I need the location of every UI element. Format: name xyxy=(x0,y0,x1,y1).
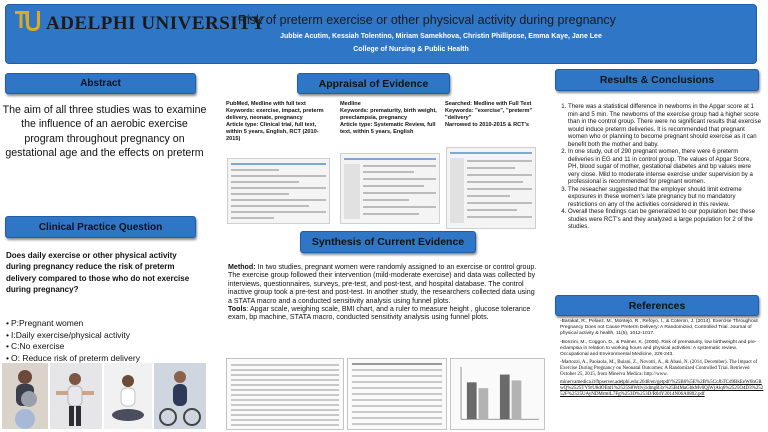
tools-text: : Apgar scale, weighing scale, BMI chart, and a ruler to measure height , glucose tolerance exam, bp machine, STATA macro, conducted sensitivity analysis using funnel plots. xyxy=(228,305,531,322)
method-label: Method: xyxy=(228,263,256,271)
appraisal-column-3: Searched: Medline with Full Text Keywords: "exercise", "preterm" "delivery" Narrowed to 2010-2015 & RCT's xyxy=(445,101,533,129)
reference-item: -Bonzini, M., Coggon, D., & Palmer, K. (2006). Risk of prematurity, low birthweight and pre-eclampsia in relation to working hours and physical activities: A systematic review. Occupational and Environmental Medicine, 226-243. xyxy=(560,339,757,358)
references-heading-label: References xyxy=(628,299,686,312)
result-item: 2. In one study, out of 290 pregnant women, there were 6 preterm deliveries in EG and 11 in control group. The values of Apgar Score, PH, blood sugar of mother, gestational diabetes and bp values were very close. Mild to moderate intense exercise under supervision by a professional is recommended for pregnant women. xyxy=(568,148,762,186)
reference-item: -Barakat, R., Pelaez, M., Montejo, R., Refoyo, I., & Coteron, J. (2014). Exercise Throughout Pregnancy Does not Cause Preterm Delivery: A Randomized, Controlled Trial. Journal of physical activity & health, 11(5), 1012-1017. xyxy=(560,319,758,337)
method-paragraph xyxy=(228,263,538,322)
cpq-heading-label: Clinical Practice Question xyxy=(38,221,163,233)
reference-item: -Martozzi, A., Paoiaola, M., Buiani, Z., Novotri, A., & Abasi, N. (2014, December). The Impact of Exercise During Pregnancy on Neonatal Outcomes: A Randomized Controlled Trial. Retrieved October 25, 2015, from Minerva Medica: http://www. xyxy=(560,360,758,378)
method-text: In two studies, pregnant women were randomly assigned to an exercise or control group. The exercise group followed their intervention (mild-moderate exercise) and data was collected by interviews, questionnaires, surveys, pre-test, and post-test, and hospital database. The control inactive group took a pre-test and post-test. In another study, the researchers collected data using a STATA macro and a conducted sensitivity analysis using funnel plots. xyxy=(228,263,537,305)
study-bar-chart-image xyxy=(450,358,545,430)
synthesis-heading-label: Synthesis of Current Evidence xyxy=(311,236,465,248)
pregnant-woman-bike-photo xyxy=(154,363,206,429)
results-heading xyxy=(555,69,759,91)
appraisal-column-2: Medline Keywords: prematurity, birth weight, preeclampsia, pregnancy Article type: Systematic Review, full text, within 5 years, English xyxy=(340,101,437,136)
references-list xyxy=(560,319,764,400)
medline-search-screenshot xyxy=(340,153,440,224)
appraisal-heading-label: Appraisal of Evidence xyxy=(318,77,429,90)
references-heading xyxy=(555,295,759,316)
picot-item: • I:Daily exercise/physical activity xyxy=(6,330,201,342)
result-item: 1. There was a statistical difference in newborns in the Apgar score at 1 min and 5 min. The newborns of the exercise group had a higher score than in the control group. There were no significant results that exercise would induce preterm deliveries. It is recommended that pregnant women who or planning to become pregnant should exercise as it can benefit both the mother and baby. xyxy=(568,103,762,148)
study-table-image-1 xyxy=(226,358,344,430)
appraisal-column-1: PubMed, Medline with full text Keywords: exercise, impact, preterm delivery, neonate, pregnancy Article type: Clinical trial, full text, within 5 years, English, RCT (2010-2015) xyxy=(226,101,324,143)
tools-label: Tools xyxy=(228,305,247,314)
synthesis-heading xyxy=(300,231,476,253)
clinical-question: Does daily exercise or other physical activity during pregnancy reduce the risk of preterm delivery compared to those who do not exercise during pregnancy? xyxy=(6,251,190,295)
university-name: ADELPHI UNIVERSITY xyxy=(46,13,266,34)
picot-item: • P:Pregnant women xyxy=(6,318,201,330)
author-list: Jubbie Acutim, Kessiah Tolentino, Miriam Samekhova, Christin Phillipose, Emma Kaye, Jane Lee xyxy=(280,33,602,40)
results-list xyxy=(552,103,762,231)
study-table-image-2 xyxy=(347,358,447,430)
abstract-text: The aim of all three studies was to examine the influence of an aerobic exercise program throughout pregnancy on gestational age and the effects on preterm xyxy=(2,104,207,160)
pregnant-woman-ball-photo xyxy=(2,363,48,429)
result-item: 3. The reseacher suggested that the employer should limit extreme exposures in these women's late pregnancy but no mandatory restrictions on any of the activities considered in this review. xyxy=(568,186,762,209)
exercise-photos xyxy=(2,363,207,429)
poster-title: Risk of preterm exercise or other physicval activity during pregnancy xyxy=(238,13,616,27)
adelphi-logo-icon xyxy=(13,9,41,33)
pregnant-woman-stretch-photo xyxy=(50,363,102,429)
result-item: 4. Overall these findings can be generalized to our population bec these studies were RCT's and they analyzed a large population for 2 of the studies. xyxy=(568,208,762,231)
results-heading-label: Results & Conclusions xyxy=(599,74,715,86)
picot-list xyxy=(6,318,201,364)
picot-item: • O: Reduce risk of preterm delivery xyxy=(6,353,201,365)
reference-link[interactable]: minervamedica.it/ftpserver.adelphi.edu:2048/en/getpdf/%25B6%5E%2B%5CcJbTCd9BkEeW6hGRwQ%2525TY9rU8dOEtd1%2525S8Wtlvj1dmgB3x%25B4MaGbkMv6QjWjAlq6%2525O4D3%25252F%2525UAyNDMrmlL7Fg%253D%253D/R04Y2014N06A0802.pdf xyxy=(560,380,764,398)
medline-fulltext-screenshot xyxy=(446,147,536,229)
abstract-heading-label: Abstract xyxy=(80,78,121,89)
appraisal-heading xyxy=(297,73,450,94)
header-banner xyxy=(5,4,757,64)
pubmed-search-screenshot xyxy=(227,158,330,224)
cpq-heading xyxy=(5,216,196,238)
picot-item: • C:No exercise xyxy=(6,341,201,353)
abstract-heading xyxy=(5,73,196,94)
pregnant-woman-yoga-photo xyxy=(104,363,152,429)
college-name: College of Nursing & Public Health xyxy=(353,46,469,53)
